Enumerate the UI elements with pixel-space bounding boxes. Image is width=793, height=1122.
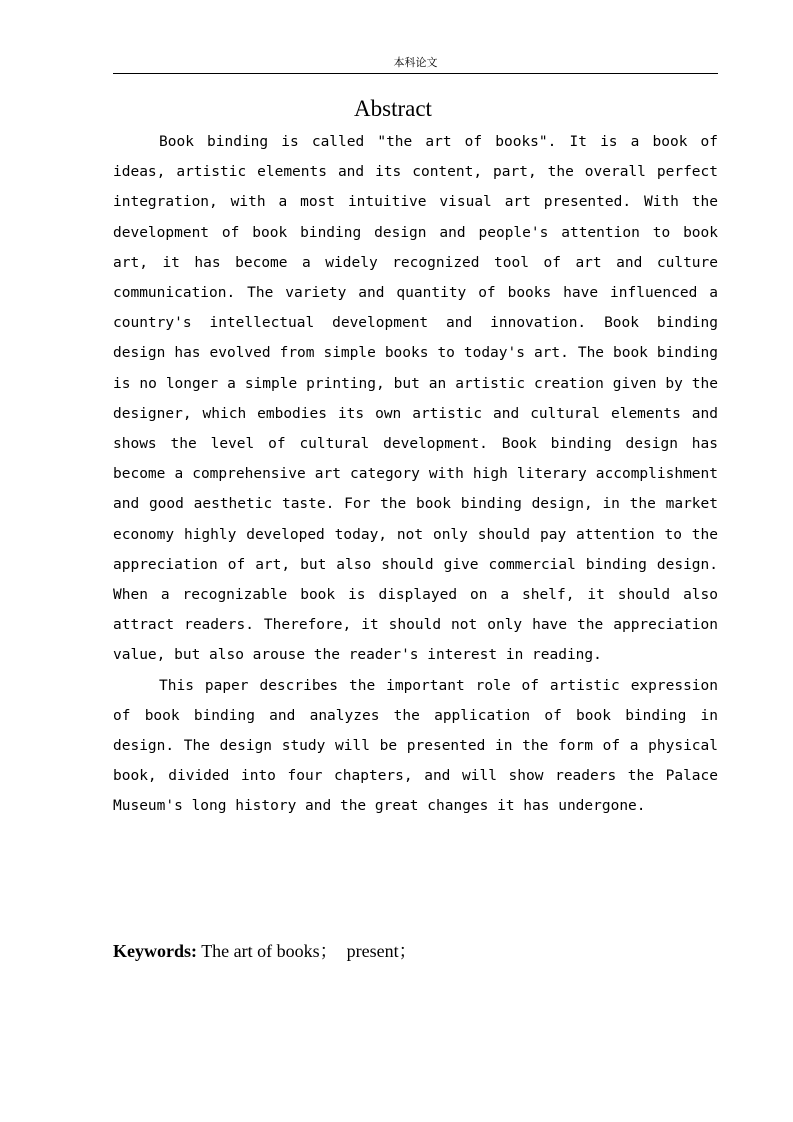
abstract-paragraph-2: This paper describes the important role of artistic expression of book binding and analyzes the application of book binding in design. The design study will be presented in the form of a physical book, divided into four chapters, and will show readers the Palace Museum's long history and the great changes it has undergone. — [113, 677, 718, 815]
running-header: 本科论文 — [393, 56, 438, 69]
abstract-paragraph-1: Book binding is called "the art of books". It is a book of ideas, artistic elements and its content, part, the overall perfect integration, with a most intuitive visual art presented. With the development of book binding design and people's attention to book art, it has become a widely recognized tool of art and culture communication. The variety and quantity of books have influenced a country's intellectual development and innovation. Book binding design has evolved from simple books to today's art. The book binding is no longer a simple printing, but an artistic creation given by the designer, which embodies its own artistic and cultural elements and shows the level of cultural development. Book binding design has become a comprehensive art category with high literary accomplishment and good aesthetic taste. For the book binding design, in the market economy highly developed today, not only should pay attention to the appreciation of art, but also should give commercial binding design. When a recognizable book is displayed on a shelf, it should also attract readers. Therefore, it should not only have the appreciation value, but also arouse the reader's interest in reading. — [113, 134, 718, 664]
keyword-item: present； — [346, 941, 417, 961]
keywords-label: Keywords: — [113, 941, 197, 961]
keywords-line — [113, 939, 417, 963]
abstract-body — [113, 127, 718, 822]
keyword-item: The art of books； — [201, 941, 338, 961]
header-rule — [113, 73, 718, 74]
abstract-title: Abstract — [354, 96, 432, 121]
